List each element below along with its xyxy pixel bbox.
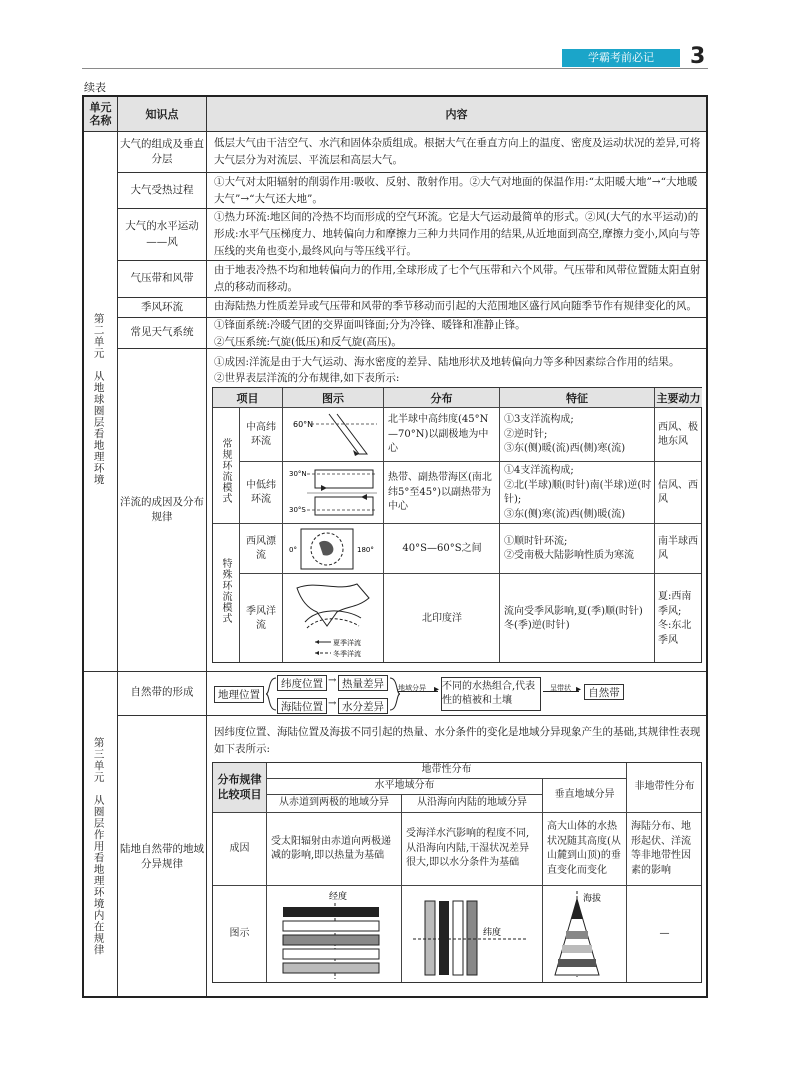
zone-water-diff: 水分差异 — [338, 698, 388, 714]
current-feat-3: ①顺时针环流; ②受南极大陆影响性质为寒流 — [504, 535, 634, 561]
current-dist-4: 北印度洋 — [422, 612, 462, 624]
current-dist-2: 热带、副热带海区(南北纬5°至45°)以副热带为中心 — [388, 472, 492, 513]
figure-vertical-zonation — [547, 889, 625, 981]
currents-header-item: 项目 — [213, 388, 282, 407]
rule — [401, 795, 402, 982]
diff-cause-3: 高大山体的水热状况随其高度(从山麓到山顶)的垂直变化而变化 — [547, 821, 621, 876]
zone-sea-land: 海陆位置 — [277, 698, 327, 714]
diff-vertical: 垂直地域分异 — [554, 789, 615, 801]
diff-cause-4: 海陆分布、地形起伏、洋流等非地带性因素的影响 — [631, 821, 691, 876]
current-dist-1: 北半球中高纬度(45°N—70°N)以副极地为中心 — [388, 414, 489, 455]
content-wind: ①热力环流:地区间的冷热不均而形成的空气环流。它是大气运动最简单的形式。②风(大气的水平运动)的形成:水平气压梯度力、地转偏向力和摩擦力三种力共同作用的结果,从近地面到高空,摩擦力变小,风向与等压线的夹角也变小,最终风向与等压线平行。 — [214, 211, 701, 257]
diff-figure-azonal: — — [659, 928, 670, 940]
fig-label-altitude: 海拔 — [583, 894, 602, 904]
diff-cause-2: 受海洋水汽影响的程度不同,从沿海向内陆,干湿状况差异很大,即以水分条件为基础 — [406, 828, 530, 869]
legend-winter: 冬季洋流 — [333, 650, 361, 658]
rule — [118, 348, 706, 349]
lat-label-60n: 60°N — [293, 420, 314, 429]
current-feat-4: 流向受季风影响,夏(季)顺(时针)冬(季)逆(时针) — [504, 605, 643, 631]
differentiation-table — [212, 762, 702, 983]
unit-3-label: 第三单元 从圈层作用看地理环境内在规律 — [92, 737, 105, 956]
diff-cause-label: 成因 — [229, 842, 250, 854]
diff-zonal: 地带性分布 — [421, 764, 472, 776]
figure-subpolar-gyre — [289, 410, 379, 460]
current-force-2: 信风、西风 — [658, 479, 698, 505]
diff-azonal: 非地带性分布 — [634, 781, 695, 793]
currents-header-force: 主要动力 — [655, 388, 702, 407]
figure-subtropical-gyre — [287, 464, 381, 522]
arrow-line-2 — [543, 691, 579, 692]
currents-table — [212, 387, 702, 663]
current-feat-2: ①4支洋流构成; ②北(半球)顺(时针)南(半球)逆(时针); ③东(侧)寒(流)西(侧)暖(流) — [504, 465, 652, 520]
current-feat-1: ①3支洋流构成; ②逆时针; ③东(侧)暖(流)西(侧)寒(流) — [504, 414, 626, 455]
current-name-2: 中低纬环流 — [246, 479, 276, 505]
lat-label-30n: 30°N — [289, 470, 307, 478]
rule — [282, 388, 283, 662]
page-number: 3 — [690, 44, 706, 69]
rule — [499, 388, 500, 662]
col-header-unit: 单元 名称 — [84, 97, 117, 131]
rule — [206, 97, 207, 996]
main-table — [82, 95, 708, 998]
lon-label-180: 180° — [357, 546, 374, 554]
arrow-label-1: 地域分异 — [398, 684, 426, 692]
content-atmosphere-layers: 低层大气由干洁空气、水汽和固体杂质组成。根据大气在垂直方向上的温度、密度及运动状况的差异,可将大气层分为对流层、平流层和高层大气。 — [214, 137, 701, 166]
currents-header-feature: 特征 — [500, 388, 654, 407]
point-differentiation: 陆地自然带的地域分异规律 — [120, 842, 204, 870]
diff-coast-inland: 从沿海向内陆的地域分异 — [417, 797, 527, 809]
lon-label-0: 0° — [289, 546, 297, 554]
current-force-4: 夏:西南季风; 冬:东北季风 — [658, 591, 692, 646]
point-weather-systems: 常见天气系统 — [130, 326, 194, 339]
current-force-3: 南半球西风 — [658, 535, 698, 561]
rule — [213, 812, 701, 813]
diff-intro: 因纬度位置、海陆位置及海拔不同引起的热量、水分条件的变化是地域分异现象产生的基础,其规律性表现如下表所示: — [214, 726, 701, 755]
point-atmosphere-layers: 大气的组成及垂直分层 — [120, 137, 204, 165]
diff-corner-bottom: 比较项目 — [217, 788, 262, 801]
arrow-label-2: 呈带状 — [550, 684, 571, 692]
rule — [118, 715, 706, 716]
lat-label-30s: 30°S — [289, 506, 306, 514]
point-pressure-belts: 气压带和风带 — [130, 272, 194, 285]
unit-2-label: 第二单元 从地球圈层看地理环境 — [92, 313, 105, 486]
arrow-icon: → — [328, 698, 337, 709]
currents-intro-1: ①成因:洋流是由于大气运动、海水密度的差异、陆地形状及地转偏向力等多种因素综合作用的结果。 — [214, 356, 680, 368]
zone-geo-position: 地理位置 — [214, 686, 264, 703]
group-regular: 常规环流模式 — [220, 438, 231, 504]
rule — [240, 573, 701, 574]
col-header-point: 知识点 — [118, 97, 206, 131]
figure-lon-zonation — [407, 889, 539, 981]
content-heating-process: ①大气对太阳辐射的削弱作用:吸收、反射、散射作用。②大气对地面的保温作用:“太阳暖大地”→“大地暖大气”→“大气还大地”。 — [214, 176, 698, 205]
current-dist-3: 40°S—60°S之间 — [402, 542, 482, 554]
figure-lat-zonation — [273, 889, 397, 981]
diff-corner-top: 分布规律 — [217, 773, 262, 787]
point-monsoon: 季风环流 — [141, 300, 183, 313]
figure-monsoon-current — [287, 578, 381, 662]
diff-corner — [213, 763, 266, 813]
point-heating-process: 大气受热过程 — [130, 183, 194, 196]
rule — [240, 461, 701, 462]
zone-heat-diff: 热量差异 — [338, 675, 388, 691]
diff-eq-pole: 从赤道到两极的地域分异 — [279, 797, 389, 809]
current-name-3: 西风漂流 — [246, 535, 276, 561]
point-natural-zones: 自然带的形成 — [130, 686, 194, 699]
zone-result: 自然带 — [584, 684, 624, 700]
col-header-content: 内容 — [207, 97, 706, 131]
zone-brace — [264, 675, 278, 715]
rule — [213, 523, 701, 524]
zone-brace-right — [388, 675, 400, 715]
zone-latitude: 纬度位置 — [277, 675, 327, 691]
diff-horizontal: 水平地域分布 — [374, 780, 435, 792]
currents-intro-2: ②世界表层洋流的分布规律,如下表所示: — [214, 372, 400, 384]
figure-west-wind-drift — [287, 525, 381, 573]
fig-label-longitude: 经度 — [329, 892, 348, 902]
rule — [118, 260, 706, 261]
rule — [213, 407, 701, 408]
arrow-icon: ▸ — [576, 684, 582, 695]
point-wind: 大气的水平运动——风 — [125, 220, 199, 248]
current-name-1: 中高纬环流 — [246, 421, 276, 447]
content-weather-systems: ①锋面系统:冷暖气团的交界面叫锋面;分为冷锋、暖锋和准静止锋。 ②气压系统:气旋(低压)和反气旋(高压)。 — [214, 319, 526, 348]
rule — [654, 388, 655, 662]
fig-label-latitude: 纬度 — [483, 928, 502, 938]
zone-combination: 不同的水热组合,代表性的植被和土壤 — [441, 677, 541, 711]
header-rule — [82, 68, 708, 69]
currents-header-distribution: 分布 — [384, 388, 499, 407]
diff-figure-label: 图示 — [229, 928, 250, 940]
rule — [239, 408, 240, 662]
legend-summer: 夏季洋流 — [333, 639, 361, 647]
content-pressure-belts: 由于地表冷热不均和地转偏向力的作用,全球形成了七个气压带和六个风带。气压带和风带位置随太阳直射点的移动而移动。 — [214, 264, 701, 293]
current-name-4: 季风洋流 — [246, 605, 276, 631]
group-special: 特殊环流模式 — [220, 558, 231, 624]
header-badge: 学霸考前必记 — [562, 49, 680, 67]
rule — [118, 172, 706, 173]
content-monsoon: 由海陆热力性质差异或气压带和风带的季节移动而引起的大范围地区盛行风向随季节作有规律变化的风。 — [214, 300, 697, 312]
point-ocean-currents: 洋流的成因及分布规律 — [120, 495, 204, 523]
diff-cause-1: 受太阳辐射由赤道向两极递减的影响,即以热量为基础 — [271, 835, 391, 861]
arrow-line-1 — [398, 691, 438, 692]
currents-header-figure: 图示 — [283, 388, 383, 407]
continued-label: 续表 — [84, 81, 106, 94]
rule — [383, 388, 384, 662]
arrow-icon: → — [328, 675, 337, 686]
current-force-1: 西风、极地东风 — [658, 421, 698, 447]
arrow-icon: ▸ — [434, 684, 440, 695]
